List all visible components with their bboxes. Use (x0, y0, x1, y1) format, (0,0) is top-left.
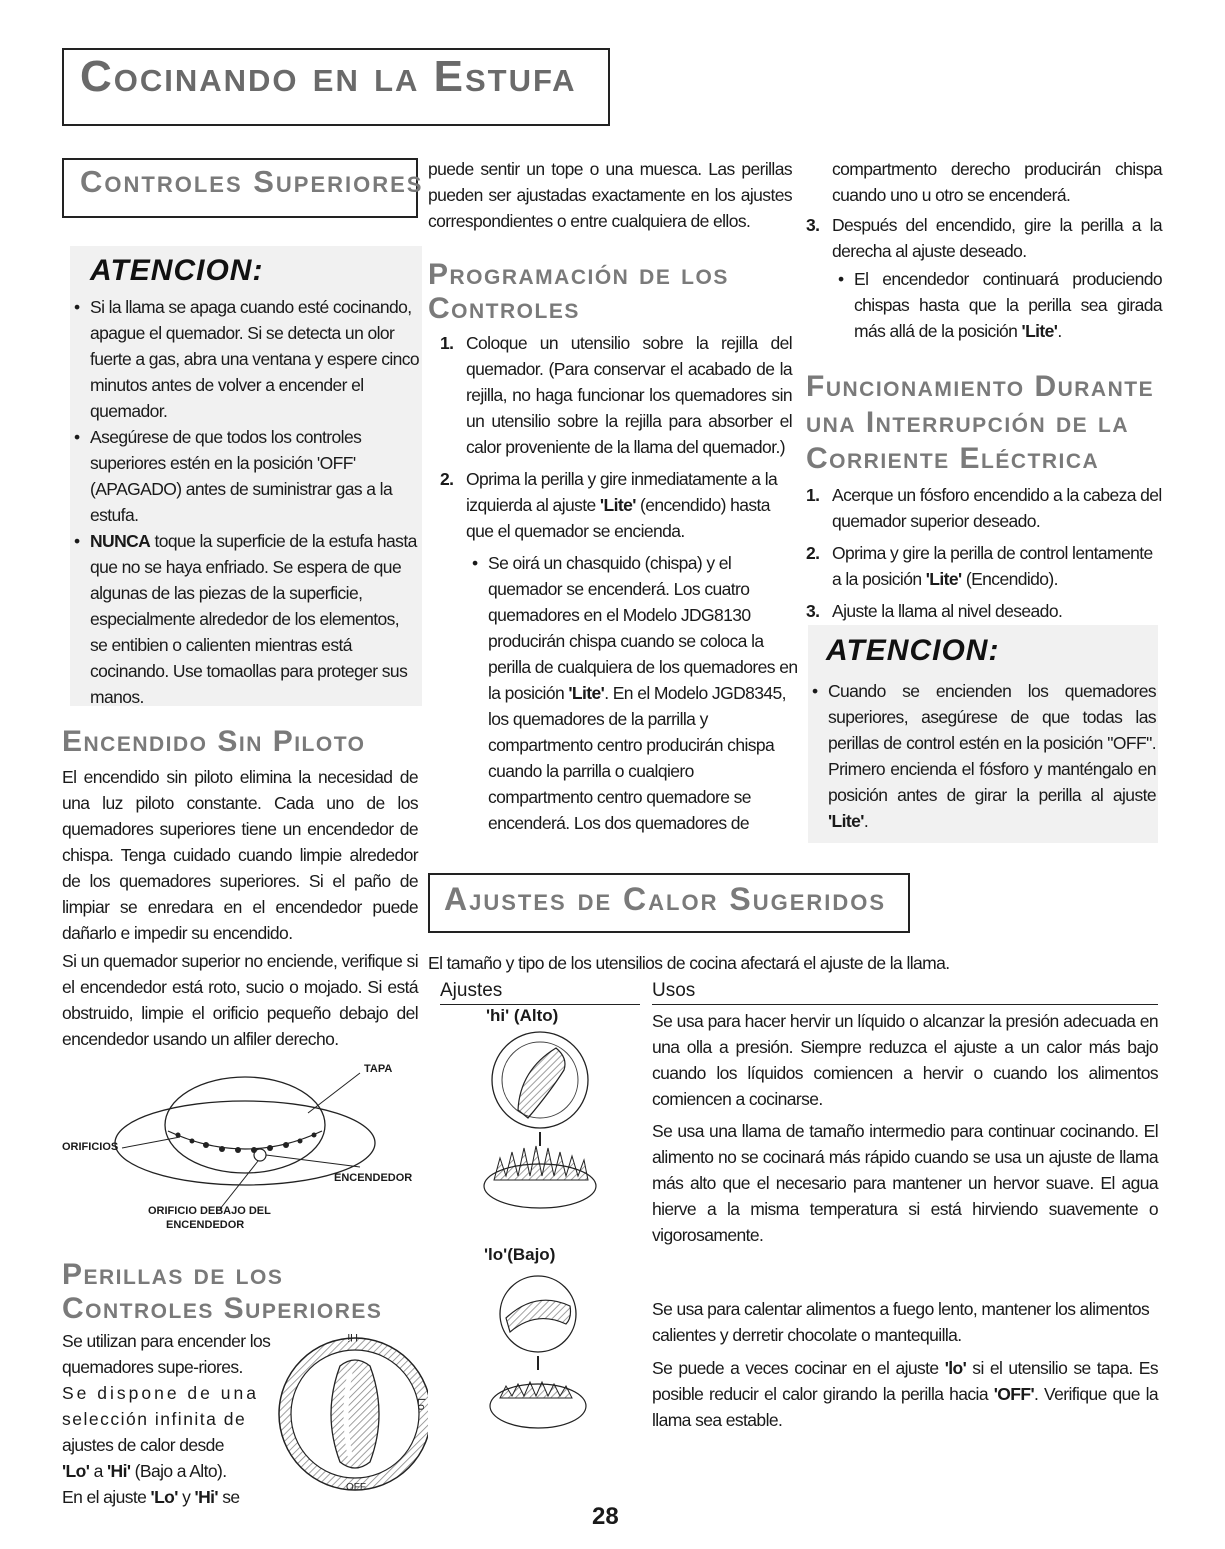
programacion-sub-bullet: • Se oirá un chasquido (chispa) y el quemador se encenderá. Los cuatro quemadores en el Modelo JDG8130 producirán chispa cuando se coloca la perilla de cualquiera de los quemadores en la posición 'Lite'. En el Modelo JGD8345, los quemadores de la parrilla y compartmento centro producirán chispa cuando la parrilla o cualqiero compartmento centro quemadore se encenderá. Los dos quemadores de (470, 550, 798, 836)
atencion-bullet (72, 528, 420, 710)
setting-hi-label: 'hi' (Alto) (486, 1006, 559, 1025)
knob-label-lo: Lo (415, 1398, 427, 1411)
label-encendedor: ENCENDEDOR (334, 1172, 413, 1184)
funcionamiento-step-1: 1. Acerque un fósforo encendido a la cabeza del quemador superior deseado. (806, 485, 1162, 531)
atencion-bullet: • Cuando se encienden los quemadores superiores, asegúrese de que todas las perillas de control estén en la posición "OFF". Primero encienda el fósforo y manténgalo en posición antes de girar la perilla al ajuste 'Lite'. (810, 678, 1156, 834)
atencion-bullet: • Si la llama se apaga cuando esté cocinando, apague el quemador. Si se detecta un olor fuerte a gas, abra una ventana y espere cinco minutos antes de volver a encender el quemador. (72, 294, 420, 424)
lo-use-text-2: Se puede a veces cocinar en el ajuste 'lo' si el utensilio se tapa. Es posible reducir el calor girando la perilla hacia 'OFF'. Verifique que la llama sea estable. (652, 1358, 1158, 1430)
knob-label-hi: Hi (347, 1331, 358, 1343)
label-orificios: ORIFICIOS (62, 1141, 119, 1153)
atencion-bullet: • Asegúrese de que todos los controles superiores estén en la posición 'OFF' (APAGADO) antes de suministrar gas a la estufa. (72, 424, 420, 528)
burner-ports (176, 1133, 317, 1154)
hi-use-text: Se usa para hacer hervir un líquido o alcanzar la presión adecuada en una olla a presión. Siempre reduzca el ajuste a un calor más bajo cuando los líquidos comiencen a hervir o cuando los alimentos comiencen a cocinarse. (652, 1011, 1158, 1109)
perillas-line: En el ajuste 'Lo' y 'Hi' se (62, 1487, 240, 1507)
knob-grip (331, 1360, 379, 1468)
perillas-line: Se utilizan para encender los (62, 1331, 271, 1351)
atencion-heading-1: ATENCION: (90, 254, 264, 287)
lo-use-text-1: Se usa para calentar alimentos a fuego lento, mantener los alimentos calientes y derretir chocolate o mantequilla. (652, 1299, 1150, 1345)
igniter-circle (254, 1149, 266, 1161)
controles-box-title: Controles Superiores (80, 164, 424, 199)
nunca-label: NUNCA (90, 531, 151, 551)
control-knob-illustration (270, 1328, 428, 1498)
knob-label-off: OFF (346, 1482, 366, 1493)
perillas-line: selección infinita de (62, 1409, 247, 1429)
hi-flame (494, 1146, 588, 1180)
programacion-steps (440, 330, 798, 836)
setting-lo-label: 'lo'(Bajo) (484, 1245, 556, 1264)
perillas-line: Se dispone de una (62, 1383, 259, 1403)
ajustes-intro: El tamaño y tipo de los utensilios de cocina afectará el ajuste de la llama. (428, 953, 950, 973)
page-title: Cocinando en la Estufa (80, 52, 577, 101)
bullet-text: toque la superficie de la estufa hasta que no se haya enfriado. Se espera de que algunas de las piezas de la superficie, especialmente alrededor de los elementos, se entibien o calienten mientras está cocinando. Use tomaollas para proteger sus manos. (90, 531, 417, 707)
programacion-step-3: 3. Después del encendido, gire la perilla a la derecha al ajuste deseado. • El encendedor continuará produciendo chispas hasta que la perilla sea girada más allá de la posición 'Lite'. (806, 212, 1162, 344)
lo-setting-illustration (480, 1270, 600, 1450)
encendido-para-1: El encendido sin piloto elimina la necesidad de una luz piloto constante. Cada uno de los quemadores superiores tiene un encendedor de chispa. Tenga cuidado cuando limpie alrededor de los quemadores superiores. Si el paño de limpiar se enredara en el encendedor puede dañarlo e impedir su encendido. (62, 767, 418, 943)
encendedor-leader (266, 1155, 360, 1167)
funcionamiento-step-3: 3. Ajuste la llama al nivel deseado. (806, 601, 1063, 621)
atencion-list-2 (810, 678, 1156, 834)
col3-continuation: compartmento derecho producirán chispa cuando uno u otro se encenderá. (832, 159, 1162, 205)
programacion-step-1: 1. Coloque un utensilio sobre la rejilla del quemador. (Para conservar el acabado de la rejilla, no haga funcionar los quemadores sin un utensilio sobre la rejilla para absorber el calor proveniente de la llama del quemador.) (440, 333, 792, 457)
funcionamiento-steps (806, 482, 1162, 624)
hi-knob-grip (518, 1048, 565, 1118)
perillas-heading-1: Perillas de los (62, 1258, 284, 1291)
programacion-heading-2: Controles (428, 292, 580, 325)
perillas-heading-2: Controles Superiores (62, 1292, 383, 1325)
encendido-para-2: Si un quemador superior no enciende, verifique si el encendedor está roto, sucio o mojado. Si está obstruido, limpie el orificio pequeño debajo del encendedor usando un alfiler derecho. (62, 951, 418, 1049)
programacion-heading-1: Programación de los (428, 258, 729, 291)
lo-knob-grip (506, 1300, 571, 1332)
funcionamiento-heading-2: una Interrupción de la (806, 406, 1130, 439)
perillas-line: ajustes de calor desde (62, 1435, 224, 1455)
col-header-usos: Usos (652, 980, 696, 1001)
col3-steps (806, 212, 1162, 344)
perillas-line: 'Lo' a 'Hi' (Bajo a Alto). (62, 1461, 227, 1481)
atencion-list-1 (72, 294, 420, 710)
hi-setting-illustration (480, 1030, 600, 1220)
funcionamiento-heading-3: Corriente Eléctrica (806, 442, 1100, 475)
orificios-leader (122, 1137, 180, 1148)
col2-top-paragraph: puede sentir un tope o una muesca. Las perillas pueden ser ajustadas exactamente en los ajustes correspondientes o entre cualquiera de ellos. (428, 159, 792, 231)
label-orificio-debajo: ORIFICIO DEBAJO DEL (148, 1205, 271, 1217)
col-header-usos-rule (652, 1004, 1158, 1005)
encendido-heading: Encendido Sin Piloto (62, 725, 366, 758)
funcionamiento-heading-1: Funcionamiento Durante (806, 370, 1155, 403)
col-header-ajustes: Ajustes (440, 980, 503, 1001)
col-header-ajustes-rule (440, 1004, 640, 1005)
mid-use-text: Se usa una llama de tamaño intermedio para continuar cocinando. El alimento no se cocinará más rápido cuando se usa un ajuste de llama más alto que el necesario para mantener un hervor suave. El agua hierve a la misma temperatura si está hirviendo suavemente o vigorosamente. (652, 1121, 1158, 1245)
programacion-step-2: 2. Oprima la perilla y gire inmediatamente a la izquierda al ajuste 'Lite' (encendido) hasta que el quemador se encienda. • Se oirá un chasquido (chispa) y el quemador se encenderá. Los cuatro quemadores en el Modelo JDG8130 producirán chispa cuando se coloca la perilla de cualquiera de los quemadores en la posición 'Lite'. En el Modelo JGD8345, los quemadores de la parrilla y compartmento centro producirán chispa cuando la parrilla o cualqiero compartmento centro quemadore se encenderá. Los dos quemadores de (440, 466, 792, 836)
tapa-leader (308, 1073, 360, 1113)
perillas-text (62, 1328, 302, 1510)
programacion-sub-bullet-3: • El encendedor continuará produciendo chispas hasta que la perilla sea girada más allá de la posición 'Lite'. (836, 266, 1162, 344)
ajustes-box-title: Ajustes de Calor Sugeridos (444, 881, 887, 917)
perillas-line: quemadores supe-riores. (62, 1357, 243, 1377)
burner-cap-ellipse (165, 1077, 325, 1173)
funcionamiento-step-2: 2. Oprima y gire la perilla de control lentamente a la posición 'Lite' (Encendido). (806, 543, 1153, 589)
atencion-heading-2: ATENCION: (826, 634, 1000, 667)
label-tapa: TAPA (364, 1063, 393, 1075)
page-number: 28 (592, 1503, 619, 1530)
label-orificio-debajo-2: ENCENDEDOR (166, 1219, 245, 1231)
